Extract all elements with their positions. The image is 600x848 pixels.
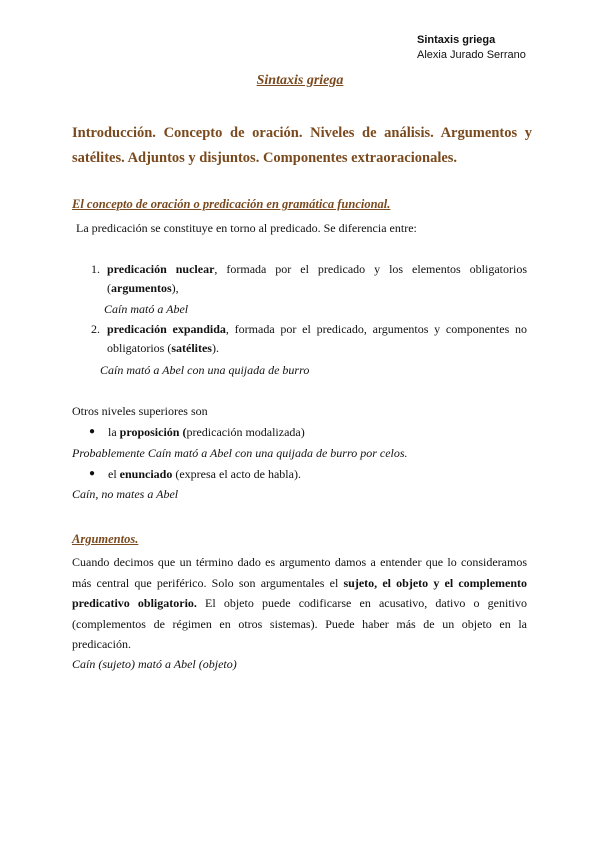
other-levels-text: Otros niveles superiores son	[72, 404, 208, 418]
example: Caín mató a Abel	[104, 302, 189, 316]
list-number: 2.	[91, 322, 100, 336]
term: predicación expandida	[107, 322, 226, 336]
list-item: la proposición (predicación modalizada)	[108, 425, 305, 439]
list-item: predicación expandida, formada por el predicado, argumentos y componentes no obligatorios (satélites).	[107, 322, 528, 355]
intro-heading: Introducción. Concepto de oración. Niveles de análisis. Argumentos y satélites. Adjuntos y disjuntos. Componentes extraoracionales.	[72, 125, 532, 166]
bullet-icon: ●	[89, 426, 96, 437]
section-heading-oracion: El concepto de oración o predicación en gramática funcional.	[72, 197, 391, 211]
list-item: predicación nuclear, formada por el predicado y los elementos obligatorios (argumentos),	[107, 262, 527, 295]
list-item: el enunciado (expresa el acto de habla).	[108, 467, 301, 481]
example: Caín (sujeto) mató a Abel (objeto)	[72, 657, 237, 671]
example: Probablemente Caín mató a Abel con una quijada de burro por celos.	[72, 446, 408, 460]
argumentos-paragraph: Cuando decimos que un término dado es argumento damos a entender que lo consideramos más central que periférico. Solo son argumentales el sujeto, el objeto y el complemento predicativo obligatorio. El objeto puede codificarse en acusativo, dativo o genitivo (complementos de régimen en otros sistemas). Puede haber más de un objeto en la predicación.	[72, 555, 528, 651]
bullet-icon: ●	[89, 468, 96, 479]
section-heading-argumentos: Argumentos.	[72, 532, 139, 546]
list-number: 1.	[91, 262, 100, 276]
header-course: Sintaxis griega	[417, 34, 496, 46]
term: predicación nuclear	[107, 262, 215, 276]
section-lead: La predicación se constituye en torno al predicado. Se diferencia entre:	[76, 221, 417, 235]
header-author: Alexia Jurado Serrano	[417, 49, 526, 61]
example: Caín mató a Abel con una quijada de burro	[100, 363, 310, 377]
example: Caín, no mates a Abel	[72, 487, 179, 501]
document-title: Sintaxis griega	[256, 73, 344, 88]
